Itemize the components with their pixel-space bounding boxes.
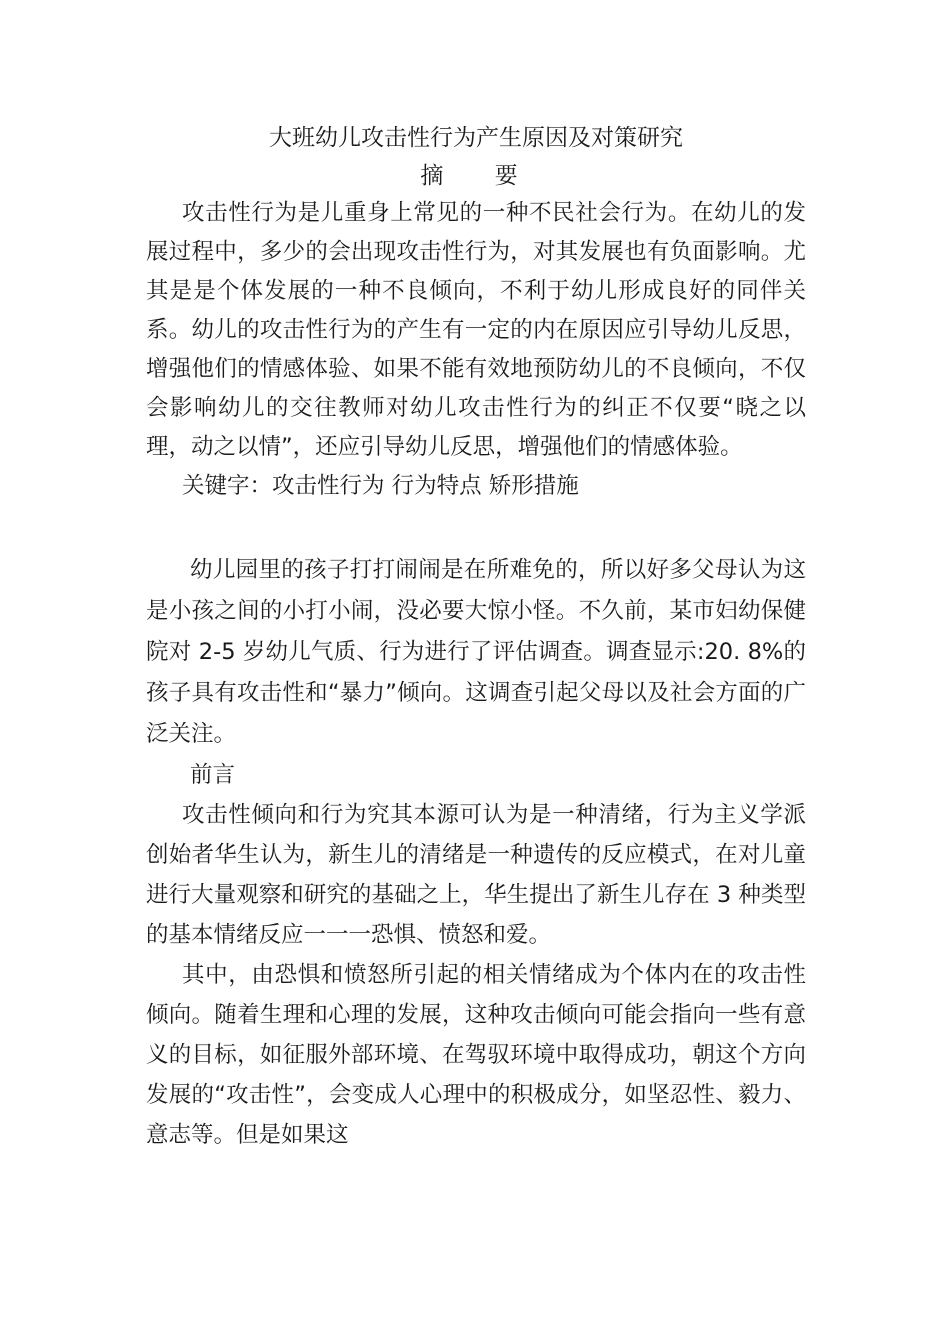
preface-paragraph-1: 攻击性倾向和行为究其本源可认为是一种清绪，行为主义学派创始者华生认为，新生儿的清绪是一种遗传的反应模式，在对儿童进行大量观察和研究的基础之上，华生提出了新生儿存在 3 种类型的基本情绪反应一一一恐惧、愤怒和爱。 [146, 802, 806, 948]
intro-section [146, 550, 806, 755]
abstract-paragraph: 攻击性行为是儿重身上常见的一种不民社会行为。在幼儿的发展过程中，多少的会出现攻击性行为，对其发展也有负面影响。尤其是是个体发展的一种不良倾向，不利于幼儿形成良好的同伴关系。幼儿的攻击性行为的产生有一定的内在原因应引导幼儿反思，增强他们的情感体验、如果不能有效地预防幼儿的不良倾向，不仅会影响幼儿的交往教师对幼儿攻击性行为的纠正不仅要“晓之以理，动之以情”，还应引导幼儿反思，增强他们的情感体验。 [146, 200, 806, 460]
intro-paragraph: 幼儿园里的孩子打打闹闹是在所难免的，所以好多父母认为这是小孩之间的小打小闹，没必要大惊小怪。不久前，某市妇幼保健院对 2-5 岁幼儿气质、行为进行了评估调查。调查显示:20. 8%的孩子具有攻击性和“暴力”倾向。这调查引起父母以及社会方面的广泛关注。 [146, 557, 806, 747]
spacer [146, 506, 806, 550]
preface-paragraph-2: 其中，由恐惧和愤怒所引起的相关情绪成为个体内在的攻击性倾向。随着生理和心理的发展，这种攻击倾向可能会指向一些有意义的目标，如征服外部环境、在驾驭环境中取得成功，朝这个方向发展的“攻击性”，会变成人心理中的积极成分，如坚忍性、毅力、意志等。但是如果这 [146, 962, 806, 1148]
preface-heading: 前言 [190, 762, 236, 788]
document-page [146, 118, 806, 1155]
keywords-line: 关键字：攻击性行为 行为特点 矫形措施 [182, 473, 579, 499]
document-title: 大班幼儿攻击性行为产生原因及对策研究 [269, 125, 683, 151]
abstract-heading: 摘 要 [420, 163, 540, 189]
